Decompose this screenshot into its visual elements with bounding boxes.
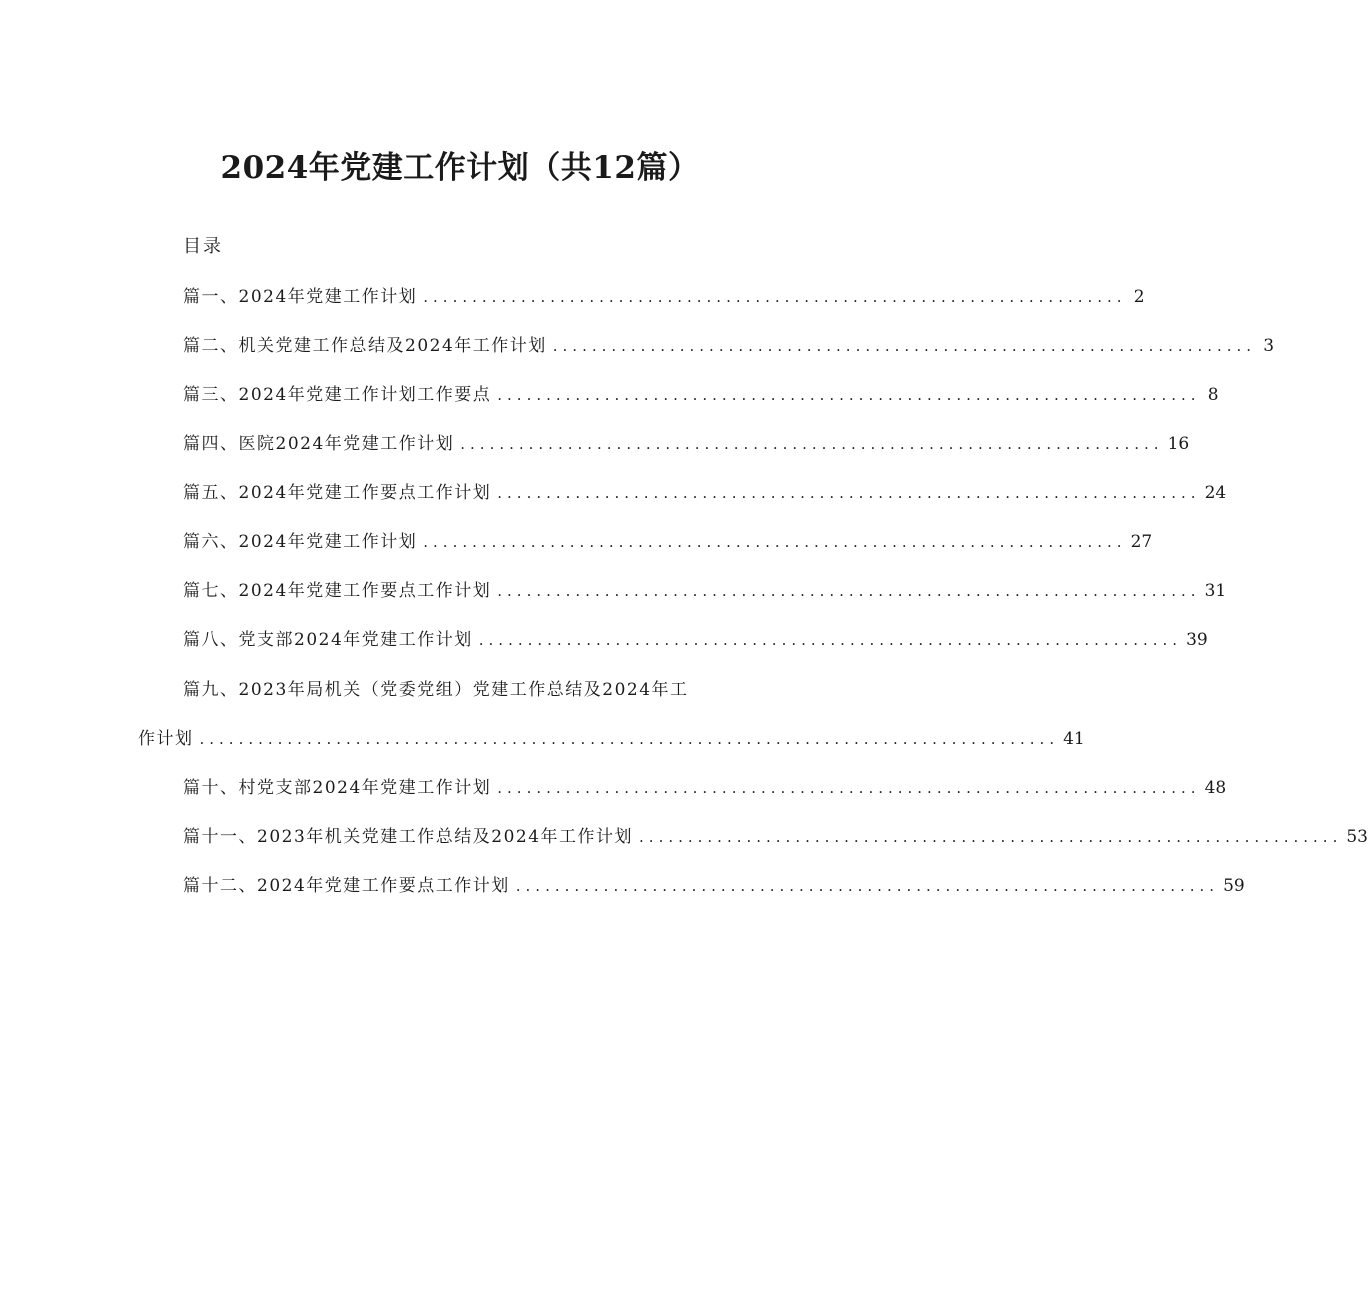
- toc-dot-leader: ........................................................................: [460, 435, 1164, 453]
- toc-dot-leader: ........................................................................: [497, 484, 1201, 502]
- toc-entry-11[interactable]: [183, 823, 1368, 851]
- toc-page-number: 59: [1223, 876, 1245, 896]
- toc-entry-5[interactable]: [183, 479, 1227, 507]
- toc-page-number: 39: [1186, 630, 1208, 650]
- toc-entry-title: 篇四、医院2024年党建工作计划: [183, 434, 455, 454]
- toc-entry-1[interactable]: [183, 283, 1145, 311]
- toc-entry-3[interactable]: [183, 381, 1219, 409]
- toc-entry-title-line1: 篇九、2023年局机关（党委党组）党建工作总结及2024年工: [183, 680, 689, 700]
- toc-page-number: 24: [1204, 483, 1227, 503]
- toc-page-number: 41: [1063, 729, 1085, 749]
- toc-entry-8[interactable]: [183, 626, 1208, 654]
- toc-page-number: 8: [1207, 385, 1219, 405]
- toc-heading: 目录: [183, 236, 223, 257]
- document-title: 2024年党建工作计划（共12篇）: [220, 150, 700, 186]
- toc-entry-7[interactable]: [183, 577, 1227, 605]
- toc-dot-leader: ........................................................................: [515, 877, 1220, 895]
- toc-page-number: 16: [1167, 434, 1190, 454]
- toc-page-number: 2: [1133, 287, 1145, 307]
- toc-page-number: 31: [1204, 581, 1227, 601]
- toc-entry-4[interactable]: [183, 430, 1190, 458]
- toc-entry-title: 篇十、村党支部2024年党建工作计划: [183, 778, 492, 798]
- toc-entry-2[interactable]: [183, 332, 1275, 360]
- toc-entry-title: 篇二、机关党建工作总结及2024年工作计划: [183, 336, 547, 356]
- toc-dot-leader: ........................................................................: [423, 533, 1127, 551]
- toc-dot-leader: ........................................................................................: [199, 730, 1060, 748]
- toc-entry-title-line2: 作计划: [138, 729, 194, 749]
- toc-page-number: 27: [1130, 532, 1153, 552]
- toc-entry-title: 篇六、2024年党建工作计划: [183, 532, 418, 552]
- toc-dot-leader: ........................................................................: [552, 337, 1257, 355]
- toc-entry-10[interactable]: [183, 774, 1227, 802]
- toc-entry-line2: [138, 725, 1085, 753]
- toc-entry-title: 篇十一、2023年机关党建工作总结及2024年工作计划: [183, 827, 634, 847]
- toc-entry-title: 篇八、党支部2024年党建工作计划: [183, 630, 473, 650]
- toc-dot-leader: ........................................................................: [478, 631, 1183, 649]
- toc-dot-leader: ........................................................................: [639, 828, 1343, 846]
- toc-entry-title: 篇一、2024年党建工作计划: [183, 287, 418, 307]
- toc-dot-leader: ........................................................................: [497, 582, 1201, 600]
- toc-entry-title: 篇三、2024年党建工作计划工作要点: [183, 385, 492, 405]
- toc-dot-leader: ........................................................................: [423, 288, 1127, 306]
- toc-page-number: 53: [1346, 827, 1368, 847]
- toc-dot-leader: ........................................................................: [497, 386, 1201, 404]
- toc-entry-6[interactable]: [183, 528, 1153, 556]
- toc-page-number: 48: [1204, 778, 1227, 798]
- toc-entry-title: 篇十二、2024年党建工作要点工作计划: [183, 876, 510, 896]
- toc-entry-title: 篇七、2024年党建工作要点工作计划: [183, 581, 492, 601]
- toc-entry-12[interactable]: [183, 872, 1245, 900]
- toc-page-number: 3: [1263, 336, 1275, 356]
- toc-entry-title: 篇五、2024年党建工作要点工作计划: [183, 483, 492, 503]
- toc-dot-leader: ........................................................................: [497, 779, 1201, 797]
